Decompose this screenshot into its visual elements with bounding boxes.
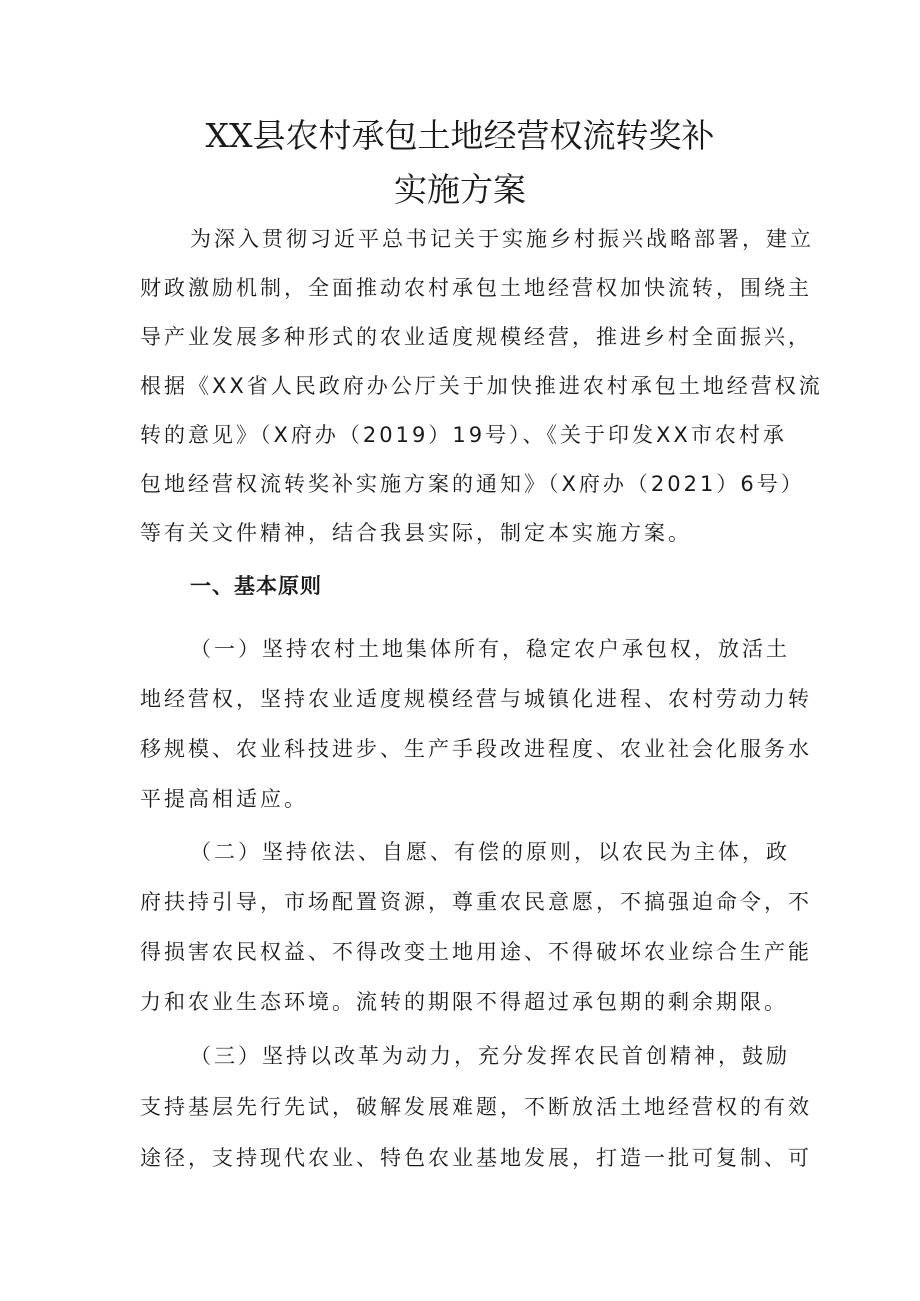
section-heading: 一、基本原则: [190, 574, 322, 598]
paragraph-1-line: （一）坚持农村土地集体所有，稳定农户承包权，放活土: [190, 637, 790, 661]
intro-line: 为深入贯彻习近平总书记关于实施乡村振兴战略部署，建立: [190, 227, 814, 251]
paragraph-1-line: 地经营权，坚持农业适度规模经营与城镇化进程、农村劳动力转: [140, 687, 812, 711]
intro-line: 包地经营权流转奖补实施方案的通知》（X府办（2021）6号）: [140, 472, 805, 496]
intro-line: 根据《XX省人民政府办公厅关于加快推进农村承包土地经营权流: [140, 374, 823, 398]
paragraph-2-line: （二）坚持依法、自愿、有偿的原则，以农民为主体，政: [190, 840, 790, 864]
intro-line: 财政激励机制，全面推动农村承包土地经营权加快流转，围绕主: [140, 276, 812, 300]
document-title-line-1: XX县农村承包土地经营权流转奖补: [205, 116, 715, 155]
document-title-line-2: 实施方案: [394, 170, 526, 209]
paragraph-3-line: 支持基层先行先试，破解发展难题，不断放活土地经营权的有效: [140, 1095, 812, 1119]
paragraph-2-line: 府扶持引导，市场配置资源，尊重农民意愿，不搞强迫命令，不: [140, 890, 812, 914]
paragraph-1-line: 平提高相适应。: [140, 787, 308, 811]
intro-line: 转的意见》（X府办（2019）19号）、《关于印发XX市农村承: [140, 423, 787, 447]
paragraph-3-line: 途径，支持现代农业、特色农业基地发展，打造一批可复制、可: [140, 1146, 812, 1170]
paragraph-2-line: 得损害农民权益、不得改变土地用途、不得破坏农业综合生产能: [140, 940, 812, 964]
intro-line: 等有关文件精神，结合我县实际，制定本实施方案。: [140, 521, 692, 545]
paragraph-3-line: （三）坚持以改革为动力，充分发挥农民首创精神，鼓励: [190, 1044, 790, 1068]
paragraph-2-line: 力和农业生态环境。流转的期限不得超过承包期的剩余期限。: [140, 990, 788, 1014]
paragraph-1-line: 移规模、农业科技进步、生产手段改进程度、农业社会化服务水: [140, 737, 812, 761]
intro-line: 导产业发展多种形式的农业适度规模经营，推进乡村全面振兴，: [140, 325, 812, 349]
